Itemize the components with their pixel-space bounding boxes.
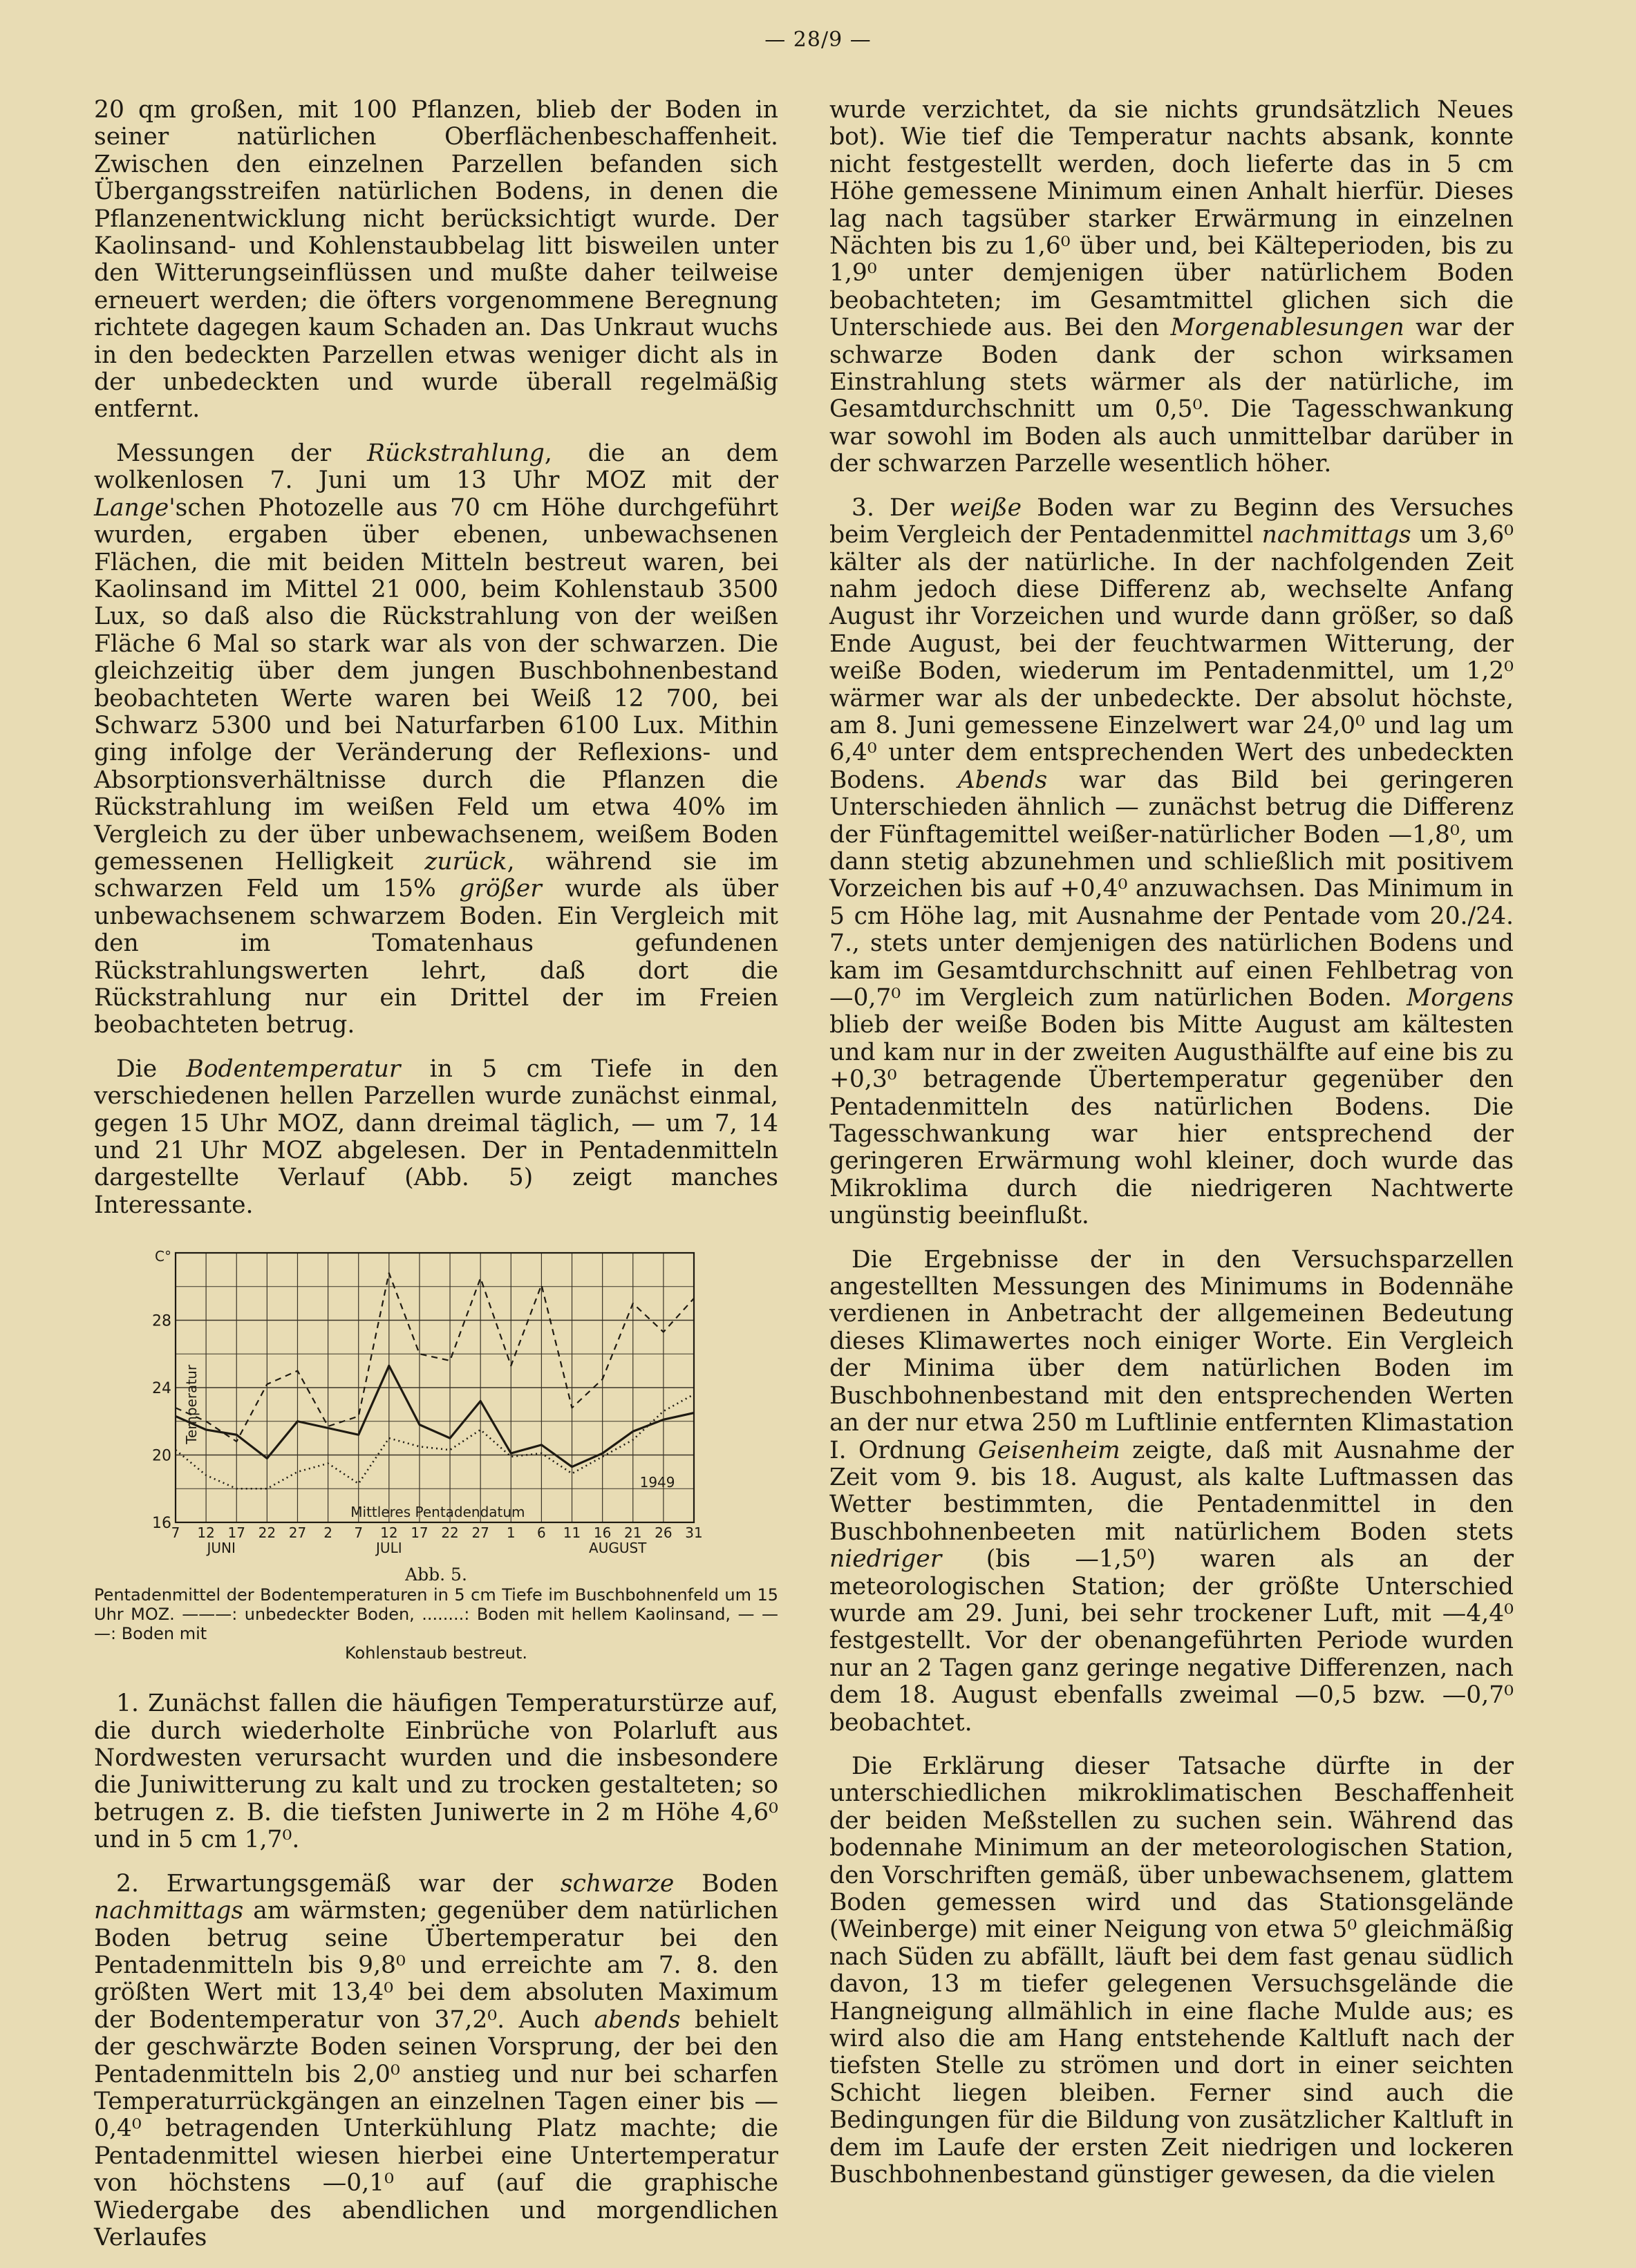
paragraph: Messungen der Rückstrahlung, die an dem wolkenlosen 7. Juni um 13 Uhr MOZ mit der Lange'schen Photozelle aus 70 cm Höhe durchgeführt wurden, ergaben über ebenen, unbewachsenen Flächen, die mit beiden Mitteln bestreut waren, bei Kaolinsand im Mittel 21 000, beim Kohlenstaub 3500 Lux, so daß also die Rückstrahlung von der weißen Fläche 6 Mal so stark war als von der schwarzen. Die gleichzeitig über dem jungen Buschbohnenbestand beobachteten Werte waren bei Weiß 12 700, bei Schwarz 5300 und bei Naturfarben 6100 Lux. Mithin ging infolge der Veränderung der Reflexions- und Absorptionsverhältnisse durch die Pflanzen die Rückstrahlung im weißen Feld um etwa 40% im Vergleich zu der über unbewachsenem, weißem Boden gemessenen Helligkeit zurück, während sie im schwarzen Feld um 15% größer wurde als über unbewachsenem schwarzem Boden. Ein Vergleich mit den im Tomatenhaus gefundenen Rückstrahlungswerten lehrt, daß dort die Rückstrahlung nur ein Drittel der im Freien beobachteten betrug. — [94, 439, 779, 1039]
series-line-dashed — [176, 1274, 694, 1442]
figure-caption: Pentadenmittel der Bodentemperaturen in 5 cm Tiefe im Buschbohnenfeld um 15 Uhr MOZ. ———: unbedeckter Boden, ........: Boden mit hellem Kaolinsand, — — —: Boden mit Kohlenstaub bestreut. — [94, 1585, 778, 1663]
y-tick-label: 20 — [152, 1447, 171, 1465]
year-label: 1949 — [639, 1474, 675, 1491]
page-number: — 28/9 — — [764, 28, 872, 52]
x-tick-label: 17 — [411, 1524, 429, 1542]
x-tick-label: 2 — [323, 1524, 332, 1542]
x-tick-label: 7 — [171, 1524, 180, 1542]
x-tick-label: 26 — [655, 1524, 673, 1542]
paragraph: 1. Zunächst fallen die häufigen Temperaturstürze auf, die durch wiederholte Einbrüche von Polarluft aus Nordwesten verursacht wurden und die insbesondere die Juniwitterung zu kalt und zu trocken gestalteten; so betrugen z. B. die tiefsten Juniwerte in 2 m Höhe 4,6⁰ und in 5 cm 1,7⁰. — [94, 1690, 778, 1854]
series-line-solid — [176, 1366, 694, 1467]
right-column — [829, 97, 1514, 2205]
paragraph: 2. Erwartungsgemäß war der schwarze Boden nachmittags am wärmsten; gegenüber dem natürlichen Boden betrug seine Übertemperatur bei den Pentadenmitteln bis 9,8⁰ und erreichte am 7. 8. den größten Wert mit 13,4⁰ bei dem absoluten Maximum der Bodentemperatur von 37,2⁰. Auch abends behielt der geschwärzte Boden seinen Vorsprung, der bei den Pentadenmitteln bis 2,0⁰ anstieg und nur bei scharfen Temperaturrückgängen an einzelnen Tagen einer bis —0,4⁰ betragenden Unterkühlung Platz machte; die Pentadenmittel wiesen hierbei eine Untertemperatur von höchstens —0,1⁰ auf (auf die graphische Wiedergabe des abendlichen und morgendlichen Verlaufes — [94, 1869, 779, 2251]
figure — [94, 1236, 778, 1663]
x-tick-label: 1 — [506, 1524, 516, 1542]
left-column — [94, 97, 778, 2268]
x-tick-label: 21 — [624, 1524, 642, 1542]
month-label: AUGUST — [589, 1540, 647, 1557]
x-tick-label: 22 — [441, 1524, 459, 1542]
x-tick-label: 31 — [685, 1524, 703, 1542]
month-label: JUNI — [207, 1540, 236, 1557]
x-tick-label: 11 — [563, 1524, 581, 1542]
x-tick-label: 6 — [537, 1524, 546, 1542]
paragraph: 20 qm großen, mit 100 Pflanzen, blieb der Boden in seiner natürlichen Oberflächenbeschaffenheit. Zwischen den einzelnen Parzellen befanden sich Übergangsstreifen natürlichen Bodens, in denen die Pflanzenentwicklung nicht berücksichtigt wurde. Der Kaolinsand- und Kohlenstaubbelag litt bisweilen unter den Witterungseinflüssen und mußte daher teilweise erneuert werden; die öfters vorgenommene Beregnung richtete dagegen kaum Schaden an. Das Unkraut wuchs in den bedeckten Parzellen etwas weniger dicht als in der unbedeckten und wurde überall regelmäßig entfernt. — [94, 96, 778, 424]
paragraph: 3. Der weiße Boden war zu Beginn des Versuches beim Vergleich der Pentadenmittel nachmittags um 3,6⁰ kälter als der natürliche. In der nachfolgenden Zeit nahm jedoch diese Differenz ab, wechselte Anfang August ihr Vorzeichen und wurde dann größer, so daß Ende August, bei der feuchtwarmen Witterung, der weiße Boden, wiederum im Pentadenmittel, um 1,2⁰ wärmer war als der unbedeckte. Der absolut höchste, am 8. Juni gemessene Einzelwert war 24,0⁰ und lag um 6,4⁰ unter dem entsprechenden Wert des unbedeckten Bodens. Abends war das Bild bei geringeren Unterschieden ähnlich — zunächst betrug die Differenz der Fünftagemittel weißer-natürlicher Boden —1,8⁰, um dann stetig abzunehmen und schließlich mit positivem Vorzeichen bis auf +0,4⁰ anzuwachsen. Das Minimum in 5 cm Höhe lag, mit Ausnahme der Pentade vom 20./24. 7., stets unter demjenigen des natürlichen Bodens und kam im Gesamtdurchschnitt auf einen Fehlbetrag von —0,7⁰ im Vergleich zum natürlichen Boden. Morgens blieb der weiße Boden bis Mitte August am kältesten und kam nur in der zweiten Augusthälfte auf eine bis zu +0,3⁰ betragende Übertemperatur gegenüber den Pentadenmitteln des natürlichen Bodens. Die Tagesschwankung war hier entsprechend der geringeren Erwärmung wohl kleiner, doch wurde das Mikroklima durch die niedrigeren Nachtwerte ungünstig beeinflußt. — [829, 493, 1514, 1230]
paragraph: Die Erklärung dieser Tatsache dürfte in der unterschiedlichen mikroklimatischen Beschaffenheit der beiden Meßstellen zu suchen sein. Während das bodennahe Minimum an der meteorologischen Station, den Vorschriften gemäß, über unbewachsenem, glattem Boden gemessen wird und das Stationsgelände (Weinberge) mit einer Neigung von etwa 5⁰ gleichmäßig nach Süden zu abfällt, läuft bei dem fast genau südlich davon, 13 m tiefer gelegenen Versuchsgelände die Hangneigung allmählich in eine flache Mulde aus; es wird also die am Hang entstehende Kaltluft nach der tiefsten Stelle zu strömen und dort in einer seichten Schicht liegen bleiben. Ferner sind auch die Bedingungen für die Bildung von zusätzlicher Kaltluft in dem im Laufe der ersten Zeit niedrigen und lockeren Buschbohnenbestand günstiger gewesen, da die vielen — [829, 1752, 1514, 2189]
y-tick-label: 28 — [152, 1312, 171, 1330]
x-tick-label: 27 — [471, 1524, 489, 1542]
y-axis-label: Temperatur — [183, 1365, 200, 1445]
x-axis-label: Mittleres Pentadendatum — [350, 1504, 525, 1521]
x-tick-label: 22 — [258, 1524, 276, 1542]
x-tick-label: 7 — [354, 1524, 364, 1542]
x-tick-label: 27 — [288, 1524, 307, 1542]
series-line-dotted — [176, 1395, 694, 1489]
paragraph: wurde verzichtet, da sie nichts grundsätzlich Neues bot). Wie tief die Temperatur nachts absank, konnte nicht festgestellt werden, doch lieferte das in 5 cm Höhe gemessene Minimum einen Anhalt hierfür. Dieses lag nach tagsüber starker Erwärmung in einzelnen Nächten bis zu 1,6⁰ über und, bei Kälteperioden, bis zu 1,9⁰ unter demjenigen über natürlichem Boden beobachteten; im Gesamtmittel glichen sich die Unterschiede aus. Bei den Morgenablesungen war der schwarze Boden dank der schon wirksamen Einstrahlung stets wärmer als der natürliche, im Gesamtdurchschnitt um 0,5⁰. Die Tagesschwankung war sowohl im Boden als auch unmittelbar darüber in der schwarzen Parzelle wesentlich höher. — [829, 96, 1514, 478]
month-label: JULI — [376, 1540, 402, 1557]
paragraph: Die Ergebnisse der in den Versuchsparzellen angestellten Messungen des Minimums in Bodennähe verdienen in Anbetracht der allgemeinen Bedeutung dieses Klimawertes noch einiger Worte. Ein Vergleich der Minima über dem natürlichen Boden im Buschbohnenbestand mit den entsprechenden Werten an der nur etwa 250 m Luftlinie entfernten Klimastation I. Ordnung Geisenheim zeigte, daß mit Ausnahme der Zeit vom 9. bis 18. August, als kalte Luftmassen das Wetter bestimmten, die Pentadenmittel in den Buschbohnenbeeten mit natürlichem Boden stets niedriger (bis —1,5⁰) waren als an der meteorologischen Station; der größte Unterschied wurde am 29. Juni, bei sehr trockener Luft, mit —4,4⁰ festgestellt. Vor der obenangeführten Periode wurden nur an 2 Tagen ganz geringe negative Differenzen, nach dem 18. August ebenfalls zweimal —0,5 bzw. —0,7⁰ beobachtet. — [829, 1245, 1514, 1737]
soil-temperature-chart — [100, 1236, 722, 1560]
figure-title: Abb. 5. — [405, 1565, 467, 1585]
x-tick-label: 17 — [227, 1524, 245, 1542]
y-unit-label: C° — [155, 1248, 171, 1265]
y-tick-label: 24 — [152, 1380, 171, 1398]
paragraph: Die Bodentemperatur in 5 cm Tiefe in den verschiedenen hellen Parzellen wurde zunächst einmal, gegen 15 Uhr MOZ, dann dreimal täglich, — um 7, 14 und 21 Uhr MOZ abgelesen. Der in Pentadenmitteln dargestellte Verlauf (Abb. 5) zeigt manches Interessante. — [94, 1055, 778, 1219]
x-tick-label: 12 — [380, 1524, 398, 1542]
x-tick-label: 16 — [593, 1524, 612, 1542]
x-tick-label: 12 — [197, 1524, 215, 1542]
y-tick-label: 16 — [152, 1515, 171, 1533]
